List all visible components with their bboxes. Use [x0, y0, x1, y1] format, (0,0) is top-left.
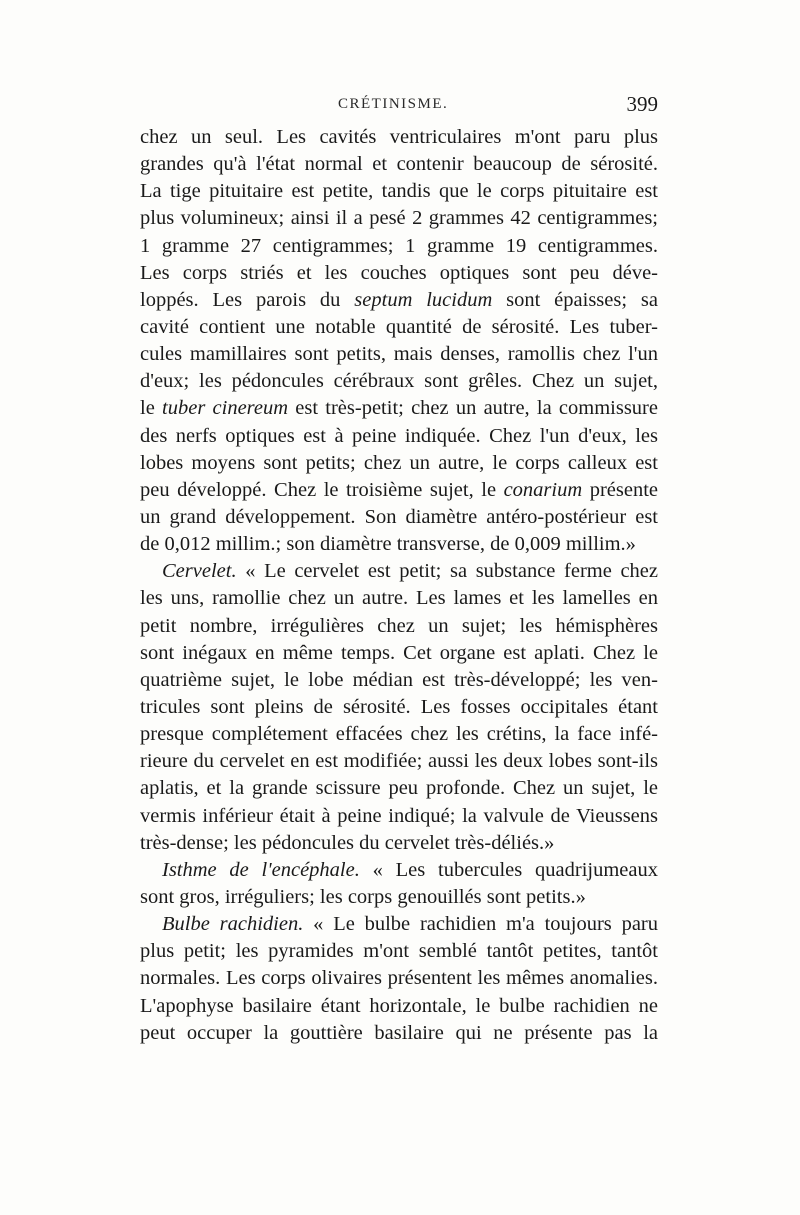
text-line [140, 423, 658, 450]
text-line [140, 721, 658, 748]
text-line [140, 694, 658, 721]
text-line [140, 558, 658, 585]
running-head [140, 92, 658, 122]
italic-term: Cervelet. [162, 560, 237, 583]
text-line [140, 965, 658, 992]
text-segment: 1 gramme 27 centigrammes; 1 gramme 19 centigrammes. [140, 234, 658, 257]
text-segment: de 0,012 millim.; son diamètre transverse, de 0,009 millim.» [140, 533, 636, 556]
text-segment: présente [582, 478, 658, 501]
text-line [140, 178, 658, 205]
text-segment: quatrième sujet, le lobe médian est très-développé; les ven- [140, 668, 658, 691]
italic-term: Bulbe rachidien. [162, 913, 304, 936]
text-segment: Les corps striés et les couches optiques sont peu déve- [140, 261, 658, 284]
italic-term: conarium [503, 478, 583, 501]
text-line [140, 287, 658, 314]
text-line [140, 531, 658, 558]
text-segment: les uns, ramollie chez un autre. Les lames et les lamelles en [140, 587, 658, 610]
text-segment: sont épaisses; sa [492, 288, 658, 311]
text-segment: lobes moyens sont petits; chez un autre, le corps calleux est [140, 451, 658, 474]
text-line [140, 450, 658, 477]
text-line [140, 395, 658, 422]
text-segment: loppés. Les parois du [140, 288, 355, 311]
text-segment: cavité contient une notable quantité de sérosité. Les tuber- [140, 315, 658, 338]
text-segment: « Les tubercules quadrijumeaux [359, 858, 658, 881]
text-line [140, 205, 658, 232]
page-number: 399 [626, 92, 658, 116]
text-segment: un grand développement. Son diamètre antéro-postérieur est [140, 505, 658, 528]
text-segment: sont gros, irréguliers; les corps genouillés sont petits.» [140, 885, 586, 908]
text-segment: d'eux; les pédoncules cérébraux sont grêles. Chez un sujet, [140, 370, 658, 393]
italic-term: tuber cinereum [162, 397, 289, 420]
text-segment: sont inégaux en même temps. Cet organe est aplati. Chez le [140, 641, 658, 664]
text-segment: normales. Les corps olivaires présentent les mêmes anomalies. [140, 967, 658, 990]
text-segment: le [140, 397, 163, 420]
text-line [140, 151, 658, 178]
italic-term: septum lucidum [354, 288, 493, 311]
italic-term: Isthme de l'encéphale. [162, 858, 360, 881]
text-line [140, 640, 658, 667]
text-segment: aplatis, et la grande scissure peu profonde. Chez un sujet, le [140, 777, 658, 800]
text-line [140, 1020, 658, 1047]
text-line [140, 803, 658, 830]
text-segment: « Le bulbe rachidien m'a toujours paru [303, 913, 658, 936]
text-segment: L'apophyse basilaire étant horizontale, le bulbe rachidien ne [140, 994, 658, 1017]
text-segment: rieure du cervelet en est modifiée; aussi les deux lobes sont-ils [140, 750, 658, 773]
text-segment: très-dense; les pédoncules du cervelet très-déliés.» [140, 831, 555, 854]
text-line [140, 585, 658, 612]
text-line [140, 124, 658, 151]
text-segment: peu développé. Chez le troisième sujet, le [140, 478, 504, 501]
text-segment: petit nombre, irrégulières chez un sujet; les hémisphères [140, 614, 658, 637]
text-segment: plus volumineux; ainsi il a pesé 2 grammes 42 centigrammes; [140, 207, 658, 230]
body-text [140, 124, 658, 1047]
text-line [140, 938, 658, 965]
text-line [140, 830, 658, 857]
text-segment: « Le cervelet est petit; sa substance ferme chez [236, 560, 658, 583]
text-line [140, 857, 658, 884]
text-line [140, 911, 658, 938]
text-line [140, 993, 658, 1020]
text-line [140, 341, 658, 368]
text-line [140, 613, 658, 640]
text-segment: peut occuper la gouttière basilaire qui ne présente pas la [140, 1021, 658, 1044]
running-title: CRÉTINISME. [338, 96, 449, 112]
text-line [140, 314, 658, 341]
text-segment: des nerfs optiques est à peine indiquée. Chez l'un d'eux, les [140, 424, 658, 447]
text-segment: plus petit; les pyramides m'ont semblé tantôt petites, tantôt [140, 940, 658, 963]
text-segment: grandes qu'à l'état normal et contenir beaucoup de sérosité. [140, 153, 658, 176]
text-segment: tricules sont pleins de sérosité. Les fosses occipitales étant [140, 695, 658, 718]
text-segment: est très-petit; chez un autre, la commissure [288, 397, 658, 420]
text-segment: chez un seul. Les cavités ventriculaires m'ont paru plus [140, 126, 658, 148]
text-line [140, 260, 658, 287]
text-line [140, 667, 658, 694]
text-line [140, 233, 658, 260]
text-line [140, 368, 658, 395]
text-segment: cules mamillaires sont petits, mais denses, ramollis chez l'un [140, 343, 658, 366]
text-line [140, 504, 658, 531]
text-segment: vermis inférieur était à peine indiqué; la valvule de Vieussens [140, 804, 658, 827]
text-segment: presque complétement effacées chez les crétins, la face infé- [140, 723, 658, 746]
text-line [140, 477, 658, 504]
text-line [140, 748, 658, 775]
text-line [140, 884, 658, 911]
text-segment: La tige pituitaire est petite, tandis que le corps pituitaire est [140, 180, 658, 203]
text-line [140, 775, 658, 802]
